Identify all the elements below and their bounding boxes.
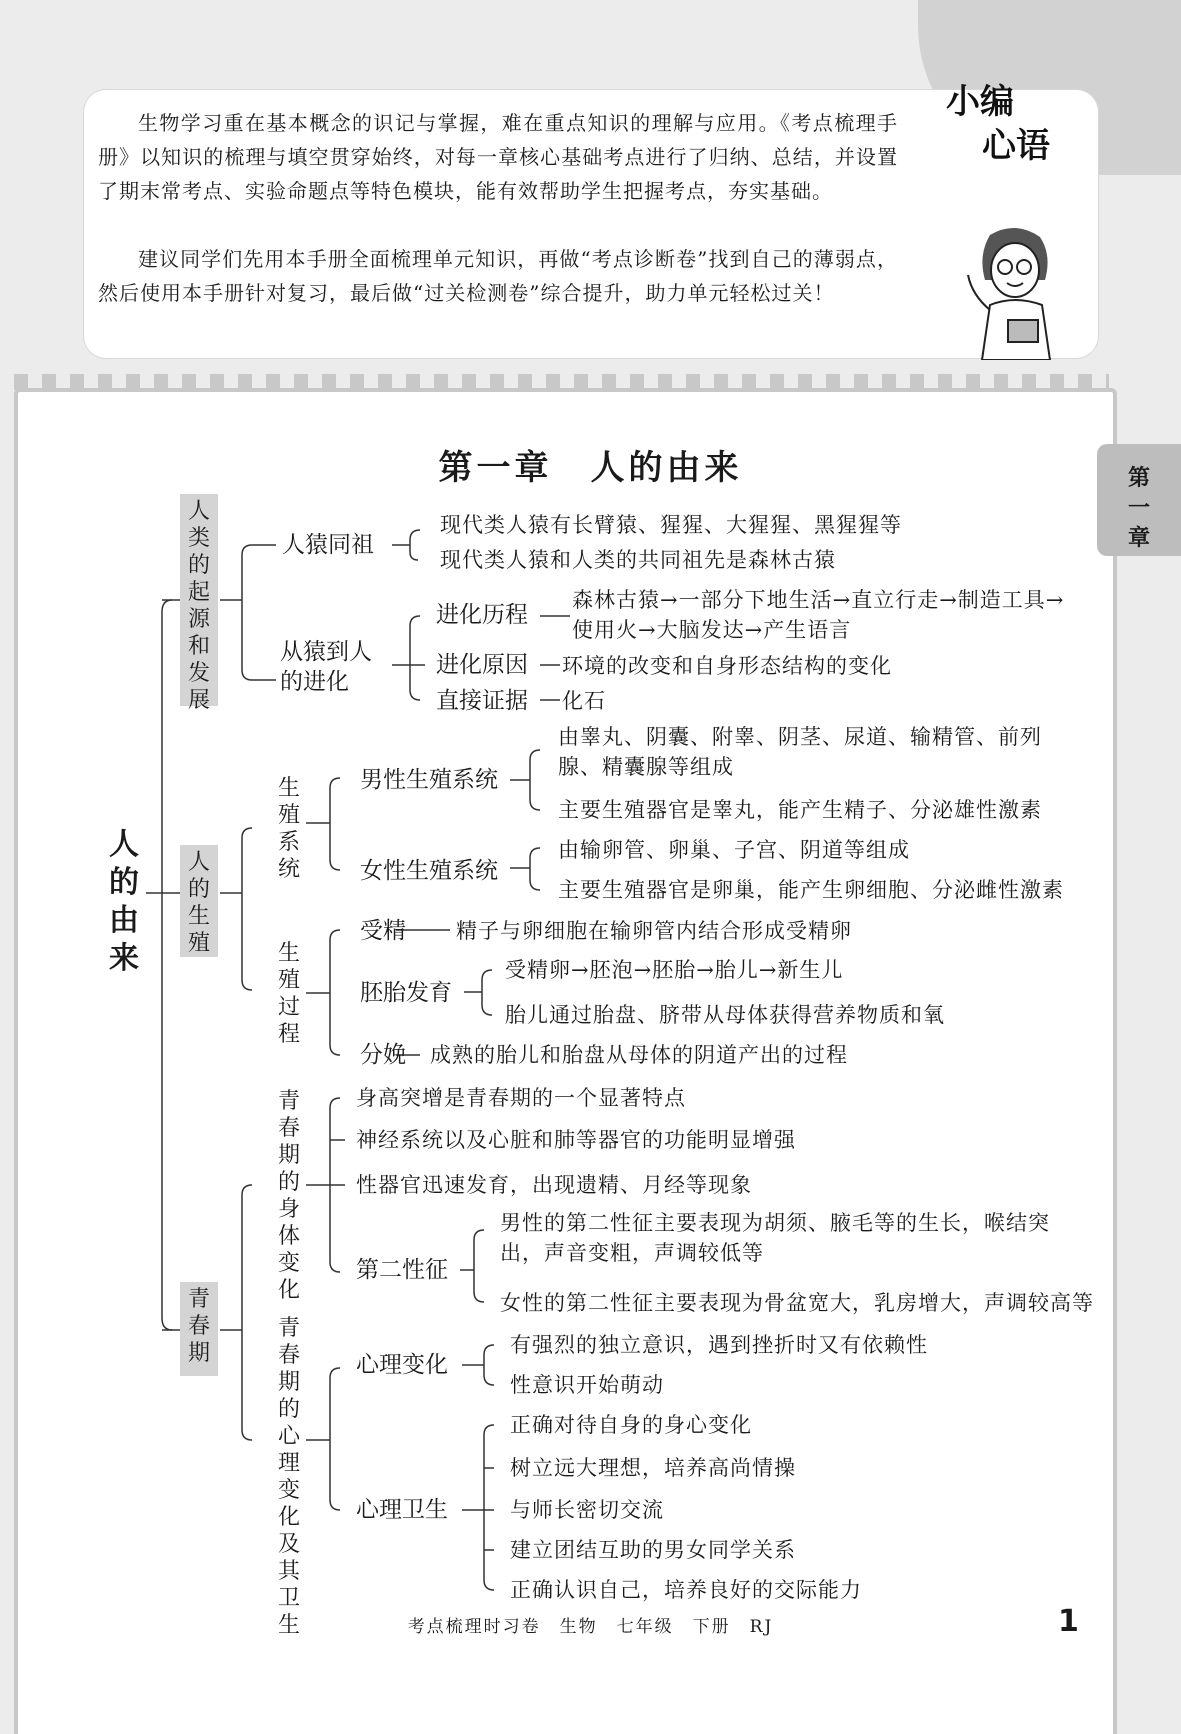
- badge-line-2: 心语: [982, 126, 1050, 166]
- group-reproductive-system: 生殖系统: [277, 776, 300, 882]
- page-number: 1: [1058, 1604, 1079, 1639]
- text-male-main-organ: 主要生殖器官是睾丸，能产生精子、分泌雄性激素: [558, 798, 1042, 822]
- badge-line-1: 小编: [946, 82, 1014, 122]
- text-height-surge: 身高突增是青春期的一个显著特点: [356, 1086, 686, 1110]
- node-secondary-sex-characteristics: 第二性征: [356, 1257, 448, 1283]
- label-evolution-process: 进化历程: [436, 602, 528, 628]
- text-male-secondary: 男性的第二性征主要表现为胡须、腋毛等的生长，喉结突出，声音变粗，声调较低等: [500, 1211, 1050, 1265]
- teacher-illustration: [960, 225, 1070, 360]
- text-evolution-process: 森林古猿→一部分下地生活→直立行走→制造工具→使用火→大脑发达→产生语言: [572, 588, 1065, 642]
- node-ape-to-human: 从猿到人的进化: [280, 639, 372, 695]
- text-hygiene-2: 树立远大理想，培养高尚情操: [510, 1456, 796, 1480]
- text-fertilization: 精子与卵细胞在输卵管内结合形成受精卵: [456, 919, 852, 943]
- page-footer: 考点梳理时习卷 生物 七年级 下册 RJ: [407, 1617, 774, 1637]
- node-female-system: 女性生殖系统: [360, 858, 498, 884]
- group-physical-changes: 青春期的身体变化: [277, 1089, 300, 1303]
- group-psychological-changes: 青春期的心理变化及其卫生: [277, 1316, 300, 1638]
- text-embryo-stages: 受精卵→胚泡→胚胎→胎儿→新生儿: [505, 958, 844, 982]
- section-puberty-label: 青春期: [180, 1282, 218, 1376]
- node-embryo-development: 胚胎发育: [360, 980, 452, 1006]
- node-male-system: 男性生殖系统: [360, 767, 498, 793]
- node-birth: 分娩: [360, 1042, 406, 1068]
- text-embryo-nutrition: 胎儿通过胎盘、脐带从母体获得营养物质和氧: [505, 1003, 945, 1027]
- text-birth: 成熟的胎儿和胎盘从母体的阴道产出的过程: [430, 1043, 848, 1067]
- root-node: 人的由来: [109, 827, 139, 976]
- text-sex-awareness: 性意识开始萌动: [510, 1373, 664, 1397]
- text-female-main-organ: 主要生殖器官是卵巢，能产生卵细胞、分泌雌性激素: [558, 878, 1064, 902]
- text-female-organs: 由输卵管、卵巢、子宫、阴道等组成: [558, 838, 910, 862]
- text-common-ancestor: 现代类人猿和人类的共同祖先是森林古猿: [440, 548, 836, 572]
- chapter-title: 第一章 人的由来: [438, 448, 743, 488]
- text-hygiene-5: 正确认识自己，培养良好的交际能力: [510, 1578, 862, 1602]
- text-independence: 有强烈的独立意识，遇到挫折时又有依赖性: [510, 1333, 928, 1357]
- intro-paragraph-2: 建议同学们先用本手册全面梳理单元知识，再做“考点诊断卷”找到自己的薄弱点，然后使用本手册针对复习，最后做“过关检测卷”综合提升，助力单元轻松过关！: [98, 247, 898, 305]
- text-hygiene-1: 正确对待自身的身心变化: [510, 1413, 752, 1437]
- node-fertilization: 受精: [360, 918, 406, 944]
- text-organ-function: 神经系统以及心脏和肺等器官的功能明显增强: [356, 1128, 796, 1152]
- intro-card: [84, 90, 1098, 358]
- chapter-tab: 第一章: [1097, 444, 1181, 556]
- node-mental-hygiene: 心理卫生: [356, 1497, 448, 1523]
- group-reproductive-process: 生殖过程: [277, 941, 300, 1047]
- label-direct-evidence: 直接证据: [436, 688, 528, 714]
- text-male-organs: 由睾丸、阴囊、附睾、阴茎、尿道、输精管、前列腺、精囊腺等组成: [558, 725, 1042, 779]
- text-modern-apes: 现代类人猿有长臂猿、猩猩、大猩猩、黑猩猩等: [440, 513, 902, 537]
- label-evolution-cause: 进化原因: [436, 652, 528, 678]
- section-origin-label: 人类的起源和发展: [180, 494, 218, 706]
- text-direct-evidence: 化石: [562, 689, 606, 713]
- section-reproduction-label: 人的生殖: [180, 845, 218, 957]
- text-hygiene-4: 建立团结互助的男女同学关系: [510, 1538, 796, 1562]
- text-female-secondary: 女性的第二性征主要表现为骨盆宽大，乳房增大，声调较高等: [500, 1291, 1094, 1315]
- intro-paragraph-1: 生物学习重在基本概念的识记与掌握，难在重点知识的理解与应用。《考点梳理手册》以知识的梳理与填空贯穿始终，对每一章核心基础考点进行了归纳、总结，并设置了期末常考点、实验命题点等特色模块，能有效帮助学生把握考点，夯实基础。: [98, 111, 898, 203]
- text-sex-organs: 性器官迅速发育，出现遗精、月经等现象: [356, 1173, 752, 1197]
- node-psychological-change: 心理变化: [356, 1352, 448, 1378]
- text-hygiene-3: 与师长密切交流: [510, 1498, 664, 1522]
- node-common-ancestor: 人猿同祖: [282, 532, 374, 558]
- text-evolution-cause: 环境的改变和自身形态结构的变化: [562, 654, 892, 678]
